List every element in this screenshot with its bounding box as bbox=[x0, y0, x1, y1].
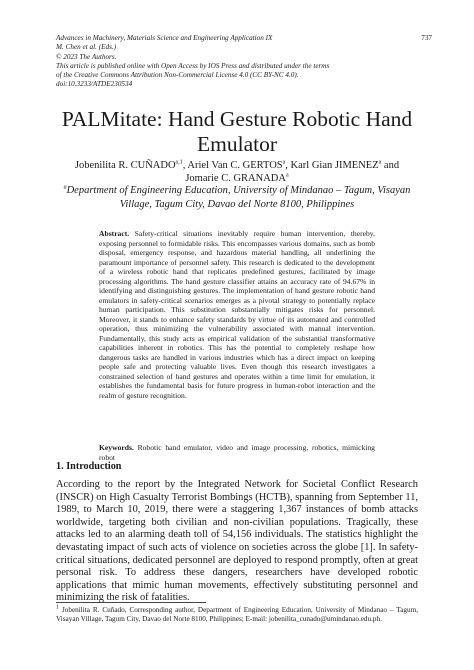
author-affil-marker: a bbox=[285, 172, 289, 179]
header-line: M. Chen et al. (Eds.) bbox=[56, 43, 117, 52]
author-affil-marker: a,1 bbox=[175, 159, 183, 166]
publication-header bbox=[56, 34, 432, 90]
author-conjunction: and bbox=[381, 160, 400, 171]
keywords-text: Robotic hand emulator, video and image processing, robotics, mimicking robot bbox=[99, 443, 375, 462]
paper-title bbox=[36, 107, 438, 157]
footnote-divider bbox=[56, 602, 206, 603]
abstract bbox=[99, 229, 375, 400]
header-line: © 2023 The Authors. bbox=[56, 52, 117, 61]
keywords-label: Keywords. bbox=[99, 443, 134, 452]
title-line: Emulator bbox=[196, 132, 277, 156]
header-line: of the Creative Commons Attribution Non-Commercial License 4.0 (CC BY-NC 4.0). bbox=[56, 71, 299, 80]
title-line: PALMitate: Hand Gesture Robotic Hand bbox=[61, 107, 413, 131]
author-name: Jomarie C. GRANADA bbox=[185, 173, 286, 184]
introduction-paragraph: According to the report by the Integrated Network for Societal Conflict Research (INSCR) on High Casualty Terrorist Bombings (HCTB), spanning from September 11, 1989, to March 10, 2019, there were a staggering 1,367 instances of bomb attacks worldwide, targeting both civilian and non-civilian populations. Tragically, these attacks led to an alarming death toll of 54,156 individuals. The statistics highlight the devastating impact of such acts of violence on societies across the globe [1]. In safety-critical situations, dedicated personnel are deployed to respond promptly, often at great personal risk. To address these dangers, researchers have developed robotic applications that mimic human movements, effectively substituting personnel and minimizing the risk of fatalities. bbox=[56, 479, 418, 604]
section-heading: 1. Introduction bbox=[56, 461, 122, 472]
author-line bbox=[44, 159, 430, 172]
affiliation-line: $^a$Department of Engineering Education, University of Mindanao – Tagum, Visayan bbox=[63, 184, 411, 196]
author-name: Jobenilita R. CUÑADO bbox=[74, 160, 176, 171]
header-line: This article is published online with Open Access by IOS Press and distributed under the terms bbox=[56, 61, 330, 70]
author-affil-marker: a bbox=[282, 159, 286, 166]
keywords bbox=[99, 443, 375, 462]
affiliation bbox=[44, 184, 430, 211]
author-affil-marker: a bbox=[378, 159, 382, 166]
author-name: , Karl Gian JIMENEZ bbox=[285, 160, 379, 171]
footnote-text: Jobenilita R. Cuñado, Corresponding author, Department of Engineering Education, University of Mindanao – Tagum, Visayan Village, Tagum City, Davao del Norte 8100, Philippines; E-mail: jobenilita_cunado@umindanao.edu.ph. bbox=[56, 606, 419, 624]
abstract-label: Abstract. bbox=[99, 229, 130, 238]
page-number: 737 bbox=[421, 34, 432, 42]
author-list bbox=[44, 159, 430, 185]
header-line: doi:10.3233/ATDE230534 bbox=[56, 80, 133, 89]
author-name: , Ariel Van C. GERTOS bbox=[182, 160, 283, 171]
affiliation-marker: a bbox=[63, 184, 67, 191]
footnote-marker: 1 bbox=[56, 604, 59, 611]
header-line: Advances in Machinery, Materials Science and Engineering Application IX bbox=[56, 34, 273, 42]
footnote bbox=[56, 606, 418, 624]
affiliation-line: Village, Tagum City, Davao del Norte 8100, Philippines bbox=[119, 198, 355, 210]
abstract-text: Safety-critical situations inevitably require human intervention, thereby, exposing personnel to formidable risks. This encompasses various domains, such as bomb disposal, emergency response, and hazardous material handling, all underlining the paramount importance of personnel safety. This research is dedicated to the development of a wireless robotic hand that replicates predefined gestures, facilitated by image processing algorithms. The hand gesture classifier attains an accuracy rate of 94.67% in identifying and distinguishing gestures. The implementation of hand gesture robotic hand emulators in safety-critical scenarios emerges as a pivotal strategy to potentially replace human participation. This substitution substantially mitigates risks for personnel. Moreover, it stands to enhance safety standards by virtue of its automated and controlled operation, thus minimizing the vulnerability associated with manual intervention. Fundamentally, this study acts as empirical validation of the substantial transformative capabilities inherent in robotics. This has the potential to completely reshape how dangerous tasks are handled in various industries which has a direct impact on keeping people safe and protecting valuable lives. Even though this research investigates a constrained selection of hand gestures and operates within a time limit for emulation, it establishes the fundamental basis for future progress in human-robot interaction and the realm of gesture recognition. bbox=[99, 229, 375, 400]
